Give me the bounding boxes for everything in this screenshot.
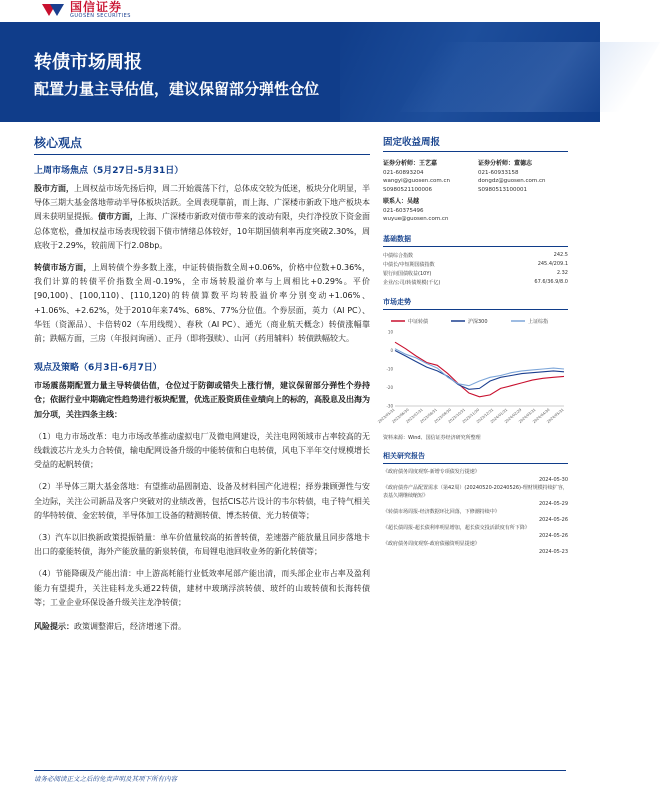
y-tick-label: 10 — [387, 329, 393, 334]
stock-bond-paragraph — [34, 182, 370, 253]
related-date: 2024-05-29 — [538, 500, 568, 507]
stock-text: 上周权益市场先扬后抑，周二开始震荡下行，总体成交较为低迷，板块分化明显，半导体三期大基金落地带动半导体板块活跃。全周表现靠前，而上海、广深楼市新政下地产板块本周未获明显提振。 — [34, 184, 370, 222]
related-title[interactable]: 《政府债务周度观察-新增专项债发行提速》 — [383, 468, 480, 475]
list-item[interactable] — [383, 468, 568, 476]
view-strategy-title: 观点及策略（6月3日-6月7日） — [34, 363, 162, 374]
y-tick-label: -20 — [386, 384, 393, 390]
related-list — [383, 468, 568, 556]
cb-text: 上周转债个券多数上涨，中证转债指数全周+0.06%，价格中位数+0.36%，我们计算的转债平价指数全周-0.19%，全市场转股溢价率与上周相比+0.29%。平价[90,100)、[100,110)、[110,120)的转债算数平均转股溢价率分别变动+1.06%、+1.06%、+2.62%，处于2010年来74%、68%、77%分位值。个券层面，英力（AI PC）、华钰（资源品）、卡倍转02（车用线缆）、春秋（AI PC）、通光（商业航天概念）转债涨幅靠前；跌幅方面，三房（年报问询函）、正丹（即将强赎）、山河（药用辅料）转债跌幅较大。 — [34, 263, 371, 344]
bond-lead: 债市方面， — [98, 212, 138, 222]
logo-name-cn: 国信证券 — [70, 0, 123, 14]
x-tick-label: 2023/11/30 — [461, 407, 481, 424]
x-tick-label: 2024/01/31 — [489, 407, 509, 424]
table-row — [383, 269, 568, 278]
view-lead-paragraph — [34, 379, 370, 422]
legend-label: 中证转债 — [408, 318, 429, 325]
basic-data-label: 基础数据 — [383, 234, 568, 247]
strategy-item-2: （2）半导体三期大基金落地：有望推动晶圆制造、设备及材料国产化进程；择券兼顾弹性与安全边际，关注公司新品及客户突破对的业绩改善，包括CIS芯片设计的韦尔转债，电子特气相关的华特转债、金宏转债，半导体加工设备的精测转债、博杰转债、光力转债等； — [34, 482, 370, 520]
x-tick-label: 2024/04/30 — [532, 407, 551, 424]
y-tick-label: -30 — [386, 403, 393, 408]
x-tick-label: 2023/06/30 — [391, 407, 410, 424]
analyst-1-cert: S0980521100006 — [383, 186, 432, 193]
view-lead-text: 市场震荡期配置力量主导转债估值，仓位过于防御或错失上涨行情，建议保留部分弹性个券持仓；依据行业中期确定性趋势进行板块配置，优选正股资质佳业绩向上的标的，高股息及出海为加分项，关注四条主线： — [34, 381, 370, 419]
row-label: 中债综合指数 — [383, 252, 414, 259]
list-item[interactable] — [383, 484, 568, 500]
analyst-1-email[interactable]: wangyi@guosen.com.cn — [383, 178, 450, 184]
cb-market-paragraph — [34, 261, 370, 346]
list-item[interactable] — [383, 524, 568, 532]
x-tick-label: 2023/08/31 — [419, 407, 438, 424]
related-title[interactable]: 《政府债务周度观察-政府债融资明显提速》 — [383, 540, 480, 547]
contact-phone: 021-60375496 — [383, 207, 424, 214]
sidebar — [377, 134, 568, 556]
x-tick-label: 2023/12/31 — [475, 407, 495, 424]
analyst-2-cert: S0980513100001 — [478, 186, 527, 193]
strategy-item-1: （1）电力市场改革：电力市场改革推动虚拟电厂及微电网建设，关注电网领域市占率较高的无线载波芯片龙头力合转债，输电配网设备升级的中能转债和白电转债，风电下半年交付规模增长受益的起帆转债； — [34, 431, 370, 470]
core-section-title: 核心观点 — [34, 134, 370, 155]
x-tick-label: 2023/07/31 — [405, 407, 424, 424]
market-trend-chart — [377, 314, 568, 432]
risk-text: 政策调整滞后，经济增速下滑。 — [74, 622, 186, 632]
y-tick-label: -10 — [386, 366, 393, 371]
strategy-item-4: （4）节能降碳及产能出清：中上游高耗能行业低效率尾部产能出清，而头部企业市占率及盈利能力有望提升，关注硅料龙头通22转债，建材中玻璃浮滨转债、玻纤的山玻转债和长海转债等；工业企业环保设备升级关注龙净转债； — [34, 569, 370, 607]
bond-text: 上海、广深楼市新政对债市带来的波动有限，央行净投放下资金面总体宽松，叠加权益市场表现较弱下债市情绪总体较好，10年期国债利率再度突破2.30%，周底收于2.29%，较前周下行2.08bp。 — [34, 212, 370, 250]
top-strip — [0, 0, 600, 22]
market-focus-title: 上周市场焦点（5月27日-5月31日） — [34, 166, 184, 176]
analyst-1 — [383, 160, 473, 194]
x-tick-label: 2023/09/30 — [433, 407, 452, 424]
report-category: 固定收益周报 — [383, 134, 568, 152]
risk-lead: 风险提示： — [34, 622, 74, 632]
x-tick-label: 2023/05/31 — [377, 407, 396, 424]
y-tick-label: 0 — [390, 347, 393, 353]
series-line — [395, 348, 564, 385]
row-label: 企业/公司/转债规模(千亿) — [383, 279, 441, 286]
x-tick-label: 2024/05/31 — [546, 407, 565, 424]
stock-lead: 股市方面， — [34, 184, 74, 193]
related-date: 2024-05-30 — [538, 476, 568, 483]
chart-source: 资料来源：Wind、国信证券经济研究所整理 — [383, 434, 481, 441]
row-value: 2.32 — [556, 270, 568, 276]
trend-chart-svg — [377, 314, 568, 432]
table-row — [383, 278, 568, 287]
contact-name: 联系人：吴越 — [383, 198, 420, 205]
title-banner — [0, 22, 600, 122]
x-tick-label: 2024/03/31 — [518, 407, 537, 424]
related-date: 2024-05-26 — [538, 532, 568, 539]
footer-divider — [34, 770, 566, 771]
legend-label: 沪深300 — [468, 318, 488, 325]
related-title[interactable]: 《政府债券产品配置需求（第42周）(20240520-20240526)-理财规模持续扩容，表基久期继续缩短》 — [383, 484, 568, 499]
analyst-2-email[interactable]: dongdz@guosen.com.cn — [478, 178, 546, 184]
logo-mark-icon — [42, 2, 64, 18]
risk-note — [34, 620, 370, 634]
analyst-1-phone: 021-60893204 — [383, 169, 424, 176]
row-label: 银行间国债收益(10Y) — [383, 270, 432, 277]
report-title: 转债市场周报 — [34, 52, 142, 73]
report-subtitle: 配置力量主导估值，建议保留部分弹性仓位 — [34, 80, 320, 98]
related-title[interactable]: 《转债市场周报-经济数据环比回落，下修潮持续中》 — [383, 508, 500, 515]
table-row — [383, 251, 568, 260]
contact-email[interactable]: wuyue@guosen.com.cn — [383, 216, 449, 222]
legend-label: 上证综指 — [528, 318, 549, 325]
table-row — [383, 260, 568, 269]
guosen-logo — [42, 0, 131, 20]
logo-name-en: GUOSEN SECURITIES — [70, 13, 131, 19]
analyst-2-phone: 021-60933158 — [478, 169, 519, 176]
related-date: 2024-05-23 — [538, 548, 568, 555]
row-label: 中债长/中短期国债指数 — [383, 261, 435, 268]
strategy-item-3: （3）汽车以旧换新政策提振销量：单车价值量较高的拓普转债，差速器产能放量且同步落地卡出口的豪能转债，海外产能放量的新泉转债，布局锂电池回收业务的新化转债等； — [34, 533, 370, 557]
analyst-2-name: 证券分析师：董德志 — [478, 160, 533, 167]
related-label: 相关研究报告 — [383, 451, 568, 464]
footer-disclaimer: 请务必阅读正文之后的免责声明及其项下所有内容 — [34, 775, 177, 783]
cb-lead: 转债市场方面， — [34, 263, 92, 273]
analyst-block — [383, 160, 568, 194]
x-tick-label: 2024/02/29 — [503, 407, 523, 424]
row-value: 242.5 — [553, 252, 568, 258]
related-date: 2024-05-26 — [538, 516, 568, 523]
analyst-2 — [478, 160, 568, 194]
contact-block — [383, 198, 568, 224]
analyst-1-name: 证券分析师：王艺嘉 — [383, 160, 438, 167]
x-tick-label: 2023/10/31 — [447, 407, 467, 424]
related-title[interactable]: 《超长债周报-超长债利率明显增加，超长债交投活跃度有所下降》 — [383, 524, 530, 531]
row-value: 67.6/36.9/8.0 — [534, 279, 568, 285]
main-column — [34, 134, 370, 634]
list-item[interactable] — [383, 508, 568, 516]
basic-data-table — [383, 251, 568, 287]
list-item[interactable] — [383, 540, 568, 548]
market-trend-label: 市场走势 — [383, 297, 568, 310]
banner-decoration-2 — [400, 42, 660, 112]
row-value: 245.4/209.1 — [537, 261, 568, 267]
